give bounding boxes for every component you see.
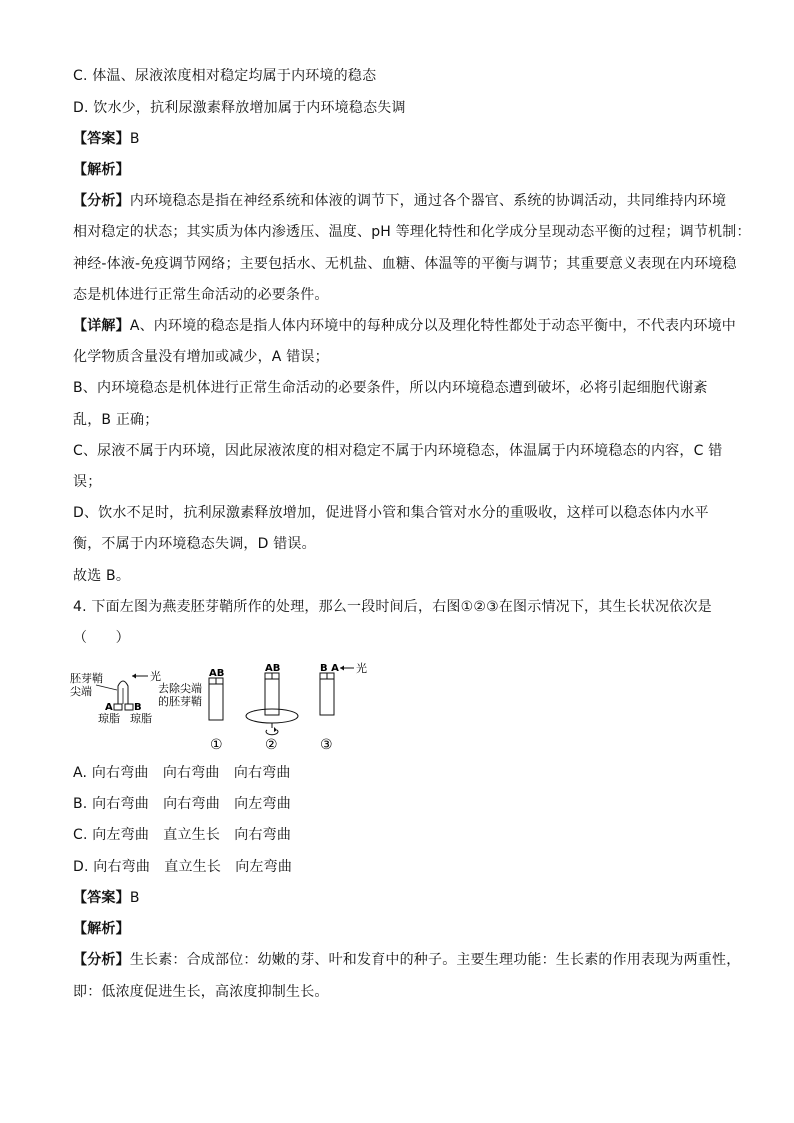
detail-text-1: A、内环境的稳态是指人体内环境中的每种成分以及理化特性都处于动态平衡中，不代表内环境中 [129,318,736,334]
fig2-rotation-arrow [266,730,278,735]
label-b: B [134,702,142,713]
conclusion-line: 故选 B。 [73,568,131,584]
light-arrow-head-1 [132,674,136,679]
analysis-text-1: 内环境稳态是指在神经系统和体液的调节下，通过各个器官、系统的协调活动，共同维持内环境 [129,193,727,209]
analysis-heading-2: 【解析】 [73,921,130,937]
analysis-text-2: 相对稳定的状态；其实质为体内渗透压、温度、pH 等理化特性和化学成分呈现动态平衡的过程；调节机制： [73,224,751,240]
fig1-number: ① [210,737,223,753]
analysis-tag-2: 【分析】 [73,952,130,968]
light-label-1: 光 [150,670,161,683]
answer-line [73,129,140,149]
detail-tag: 【详解】 [73,318,130,334]
detail-text-7: D、饮水不足时，抗利尿激素释放增加，促进肾小管和集合管对水分的重吸收，这样可以稳态体内水平 [73,505,709,521]
option-a: A. 向右弯曲 向右弯曲 向右弯曲 [73,765,291,781]
analysis-text-2-2: 即：低浓度促进生长，高浓度抑制生长。 [73,984,329,1000]
fig3-number: ③ [320,737,333,753]
answer-tag: 【答案】 [73,131,130,147]
analysis-text-4: 态是机体进行正常生命活动的必要条件。 [73,287,329,303]
answer-value-2: B [129,890,140,906]
analysis-paragraph-1 [73,191,726,211]
fig1-coleoptile [209,684,223,720]
label-a: A [105,702,113,713]
light-arrow-head-3 [340,666,344,671]
light-label-3: 光 [356,662,367,675]
fig2-turntable [246,709,298,723]
coleoptile-diagram [70,660,390,755]
question-4-stem: 4. 下面左图为燕麦胚芽鞘所作的处理，那么一段时间后，右图①②③在图示情况下，其生长状况依次是 [73,599,712,615]
detail-text-2: 化学物质含量没有增加或减少，A 错误； [73,349,329,365]
detail-text-4: 乱，B 正确； [73,412,159,428]
removed-tip-label-2: 的胚芽鞘 [158,695,202,708]
analysis-tag: 【分析】 [73,193,130,209]
detail-text-6: 误； [73,474,102,490]
option-c-line: C. 体温、尿液浓度相对稳定均属于内环境的稳态 [73,68,377,84]
fig2-rotation-arrow-head [274,727,277,732]
option-c: C. 向左弯曲 直立生长 向右弯曲 [73,827,292,843]
analysis-paragraph-2 [73,950,740,970]
coleoptile-figure [70,660,390,759]
option-d-line: D. 饮水少，抗利尿激素释放增加属于内环境稳态失调 [73,100,406,116]
answer-value: B [129,131,140,147]
question-4-blank: （ ） [73,630,130,646]
answer-line-2 [73,888,140,908]
option-d: D. 向右弯曲 直立生长 向左弯曲 [73,859,293,875]
fig1-ab-label: AB [209,668,225,679]
fig2-number: ② [265,737,278,753]
tip-pointer-line [96,685,117,690]
detail-text-8: 衡，不属于内环境稳态失调，D 错误。 [73,536,316,552]
analysis-text-3: 神经-体液-免疫调节网络；主要包括水、无机盐、血糖、体温等的平衡与调节；其重要意义表现在内环境稳 [73,256,737,272]
agar-block-b [125,704,133,710]
removed-tip-label-1: 去除尖端 [158,682,202,695]
analysis-heading: 【解析】 [73,162,130,178]
agar-label-2: 琼脂 [130,712,152,725]
detail-text-5: C、尿液不属于内环境，因此尿液浓度的相对稳定不属于内环境稳态，体温属于内环境稳态的内容，C 错 [73,443,723,459]
fig2-ab-label: AB [265,663,281,674]
fig3-ba-label: B A [320,663,339,674]
analysis-text-2-1: 生长素：合成部位：幼嫩的芽、叶和发育中的种子。主要生理功能：生长素的作用表现为两重性， [129,952,741,968]
answer-tag-2: 【答案】 [73,890,130,906]
detail-text-3: B、内环境稳态是机体进行正常生命活动的必要条件，所以内环境稳态遭到破坏，必将引起细胞代谢紊 [73,380,708,396]
tip-label-1: 胚芽鞘 [70,672,103,685]
fig3-coleoptile [320,679,334,715]
detail-paragraph-1 [73,316,736,336]
agar-block-a [114,704,122,710]
tip-label-2: 尖端 [70,685,92,698]
agar-label-1: 琼脂 [98,712,120,725]
option-b: B. 向右弯曲 向右弯曲 向左弯曲 [73,796,291,812]
